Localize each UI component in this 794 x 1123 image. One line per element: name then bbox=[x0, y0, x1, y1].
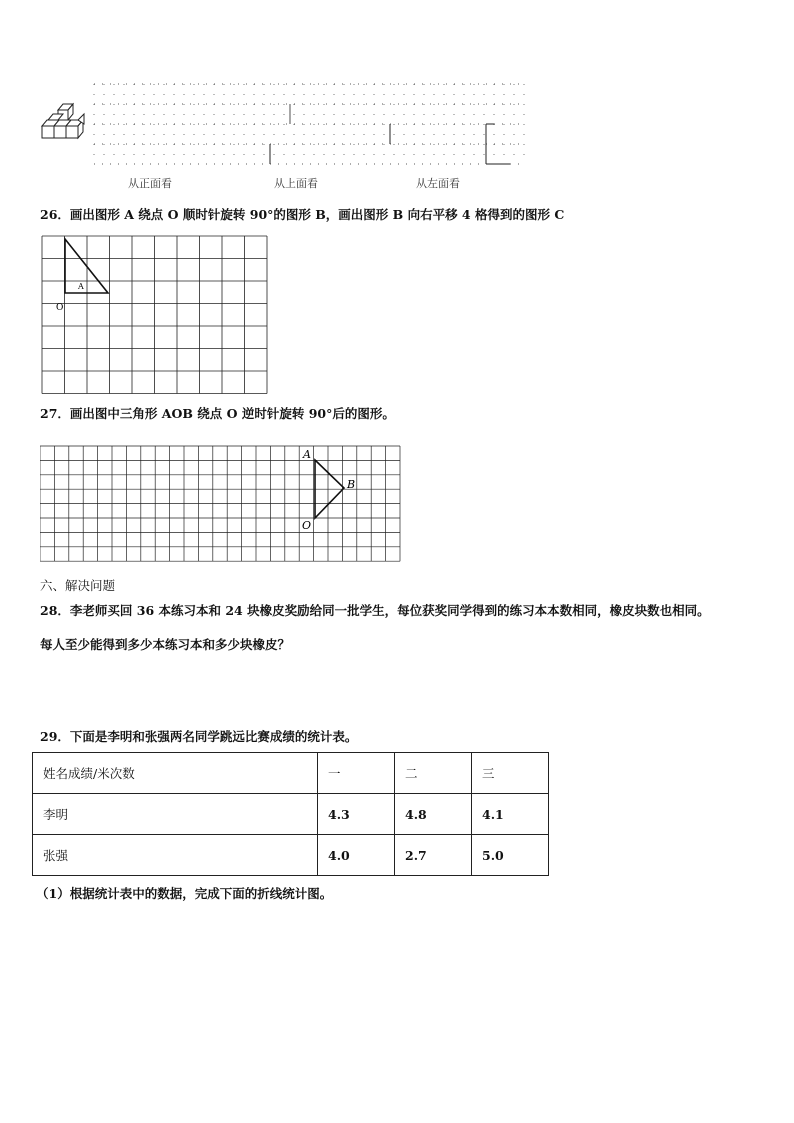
grid-question-27 bbox=[40, 444, 402, 562]
header-cell: 姓名成绩/米次数 bbox=[33, 753, 318, 794]
question-26-text: 26．画出图形 A 绕点 O 顺时针旋转 90°的图形 B，画出图形 B 向右平移 4 格得到的图形 C bbox=[40, 207, 565, 222]
table-cell: 2.7 bbox=[395, 835, 472, 876]
table-cell: 4.8 bbox=[395, 794, 472, 835]
header-cell: 二 bbox=[395, 753, 472, 794]
table-cell: 4.3 bbox=[318, 794, 395, 835]
table-cell: 4.1 bbox=[472, 794, 549, 835]
question-29-sub1: （1）根据统计表中的数据，完成下面的折线统计图。 bbox=[36, 886, 333, 901]
label-O: O bbox=[56, 303, 64, 313]
table-cell: 李明 bbox=[33, 794, 318, 835]
question-28-line1: 28．李老师买回 36 本练习本和 24 块橡皮奖励给同一批学生，每位获奖同学得到的练习本本数相同，橡皮块数也相同。 bbox=[40, 603, 710, 618]
table-cell: 4.0 bbox=[318, 835, 395, 876]
cube-stack-figure bbox=[40, 100, 92, 142]
table-cell: 张强 bbox=[33, 835, 318, 876]
table-cell: 5.0 bbox=[472, 835, 549, 876]
grid-question-26 bbox=[40, 234, 270, 394]
question-28-line2: 每人至少能得到多少本练习本和多少块橡皮？ bbox=[40, 637, 291, 652]
triangle-A bbox=[65, 239, 108, 293]
view-label-top: 从上面看 bbox=[274, 177, 318, 190]
header-cell: 一 bbox=[318, 753, 395, 794]
view-label-front: 从正面看 bbox=[128, 177, 172, 190]
question-29-text: 29．下面是李明和张强两名同学跳远比赛成绩的统计表。 bbox=[40, 729, 358, 744]
label-A: A bbox=[303, 448, 311, 461]
label-B: B bbox=[347, 478, 356, 491]
label-O: O bbox=[302, 519, 312, 532]
table-row bbox=[33, 794, 549, 835]
question-27-text: 27．画出图中三角形 AOB 绕点 O 逆时针旋转 90°后的图形。 bbox=[40, 406, 395, 421]
score-table bbox=[32, 752, 549, 876]
dotted-grid-area bbox=[90, 80, 530, 170]
table-row bbox=[33, 835, 549, 876]
section-6-title: 六、解决问题 bbox=[40, 578, 116, 593]
table-header-row bbox=[33, 753, 549, 794]
label-A: A bbox=[78, 282, 84, 291]
header-cell: 三 bbox=[472, 753, 549, 794]
view-label-left: 从左面看 bbox=[416, 177, 460, 190]
